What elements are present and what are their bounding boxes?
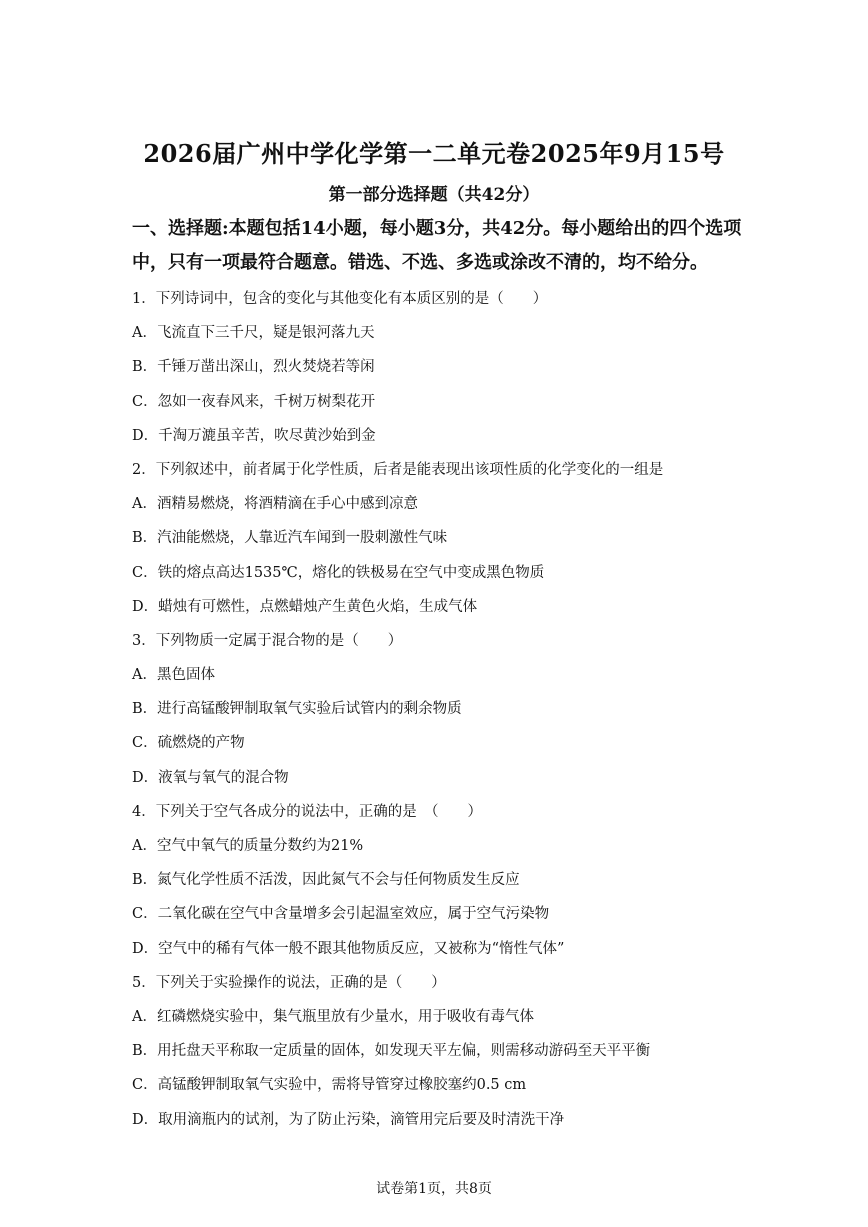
question-stem: 1．下列诗词中，包含的变化与其他变化有本质区别的是（ ）: [132, 291, 548, 307]
option-a: A．黑色固体: [132, 667, 215, 684]
option-d: D．空气中的稀有气体一般不跟其他物质反应，又被称为“惰性气体”: [132, 940, 565, 957]
section-instructions: [132, 212, 752, 280]
question-2: [132, 453, 752, 624]
option-b: B．千锤万凿出深山，烈火焚烧若等闲: [132, 359, 375, 376]
option-d: D．液氧与氧气的混合物: [132, 769, 289, 786]
option-a: A．飞流直下三千尺，疑是银河落九天: [132, 325, 375, 342]
section-subtitle: 第一部分选择题（共42分）: [328, 185, 540, 205]
option-c: C．忽如一夜春风来，千树万树梨花开: [132, 393, 376, 410]
question-4: [132, 795, 752, 966]
option-b: B．汽油能燃烧，人靠近汽车闻到一股刺激性气味: [132, 530, 448, 547]
question-list: [132, 282, 752, 1137]
option-d: D．蜡烛有可燃性，点燃蜡烛产生黄色火焰，生成气体: [132, 598, 478, 615]
page-footer: 试卷第1页，共8页: [376, 1181, 492, 1197]
option-c: C．硫燃烧的产物: [132, 735, 245, 752]
question-1: [132, 282, 752, 453]
option-a: A．酒精易燃烧，将酒精滴在手心中感到凉意: [132, 496, 418, 513]
exam-title: 2026届广州中学化学第一二单元卷2025年9月15号: [143, 139, 725, 168]
question-stem: 2．下列叙述中，前者属于化学性质，后者是能表现出该项性质的化学变化的一组是: [132, 461, 664, 478]
option-c: C．二氧化碳在空气中含量增多会引起温室效应，属于空气污染物: [132, 906, 550, 923]
option-a: A．红磷燃烧实验中，集气瓶里放有少量水，用于吸收有毒气体: [132, 1008, 534, 1025]
option-a: A．空气中氧气的质量分数约为21%: [132, 838, 364, 854]
option-d: D．取用滴瓶内的试剂，为了防止污染，滴管用完后要及时清洗干净: [132, 1111, 565, 1128]
instructions-line-1: 一、选择题:本题包括14小题，每小题3分，共42分。每小题给出的四个选项: [132, 218, 742, 239]
option-b: B．用托盘天平称取一定质量的固体，如发现天平左偏，则需移动游码至天平平衡: [132, 1043, 651, 1060]
question-stem: 5．下列关于实验操作的说法，正确的是（ ）: [132, 974, 446, 991]
question-stem: 4．下列关于空气各成分的说法中，正确的是 （ ）: [132, 803, 482, 820]
question-3: [132, 624, 752, 795]
option-b: B．氮气化学性质不活泼，因此氮气不会与任何物质发生反应: [132, 872, 520, 889]
option-d: D．千淘万漉虽辛苦，吹尽黄沙始到金: [132, 427, 376, 444]
question-5: [132, 966, 752, 1137]
question-stem: 3．下列物质一定属于混合物的是（ ）: [132, 632, 403, 649]
option-b: B．进行高锰酸钾制取氧气实验后试管内的剩余物质: [132, 701, 462, 718]
option-c: C．高锰酸钾制取氧气实验中，需将导管穿过橡胶塞约0.5 cm: [132, 1077, 527, 1094]
instructions-line-2: 中，只有一项最符合题意。错选、不选、多选或涂改不清的，均不给分。: [132, 252, 708, 273]
option-c: C．铁的熔点高达1535℃，熔化的铁极易在空气中变成黑色物质: [132, 564, 545, 581]
